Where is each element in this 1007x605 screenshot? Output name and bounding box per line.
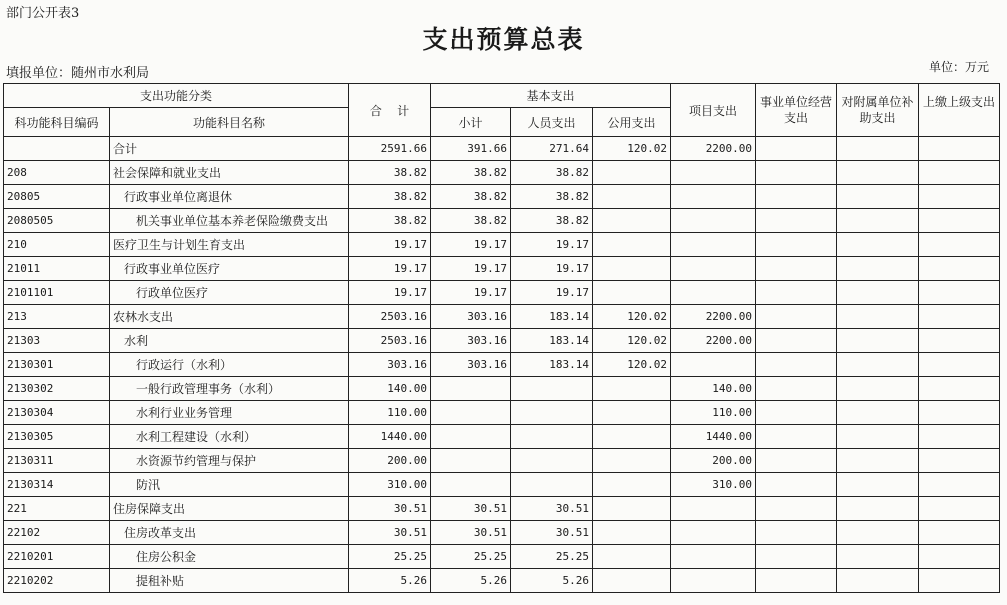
cell-upper	[919, 569, 1000, 593]
cell-public	[593, 233, 671, 257]
cell-public	[593, 569, 671, 593]
cell-name: 提租补贴	[110, 569, 349, 593]
cell-name: 行政运行（水利）	[110, 353, 349, 377]
table-row	[4, 425, 1000, 449]
cell-public	[593, 449, 671, 473]
cell-total: 38.82	[349, 185, 431, 209]
cell-name: 行政单位医疗	[110, 281, 349, 305]
cell-total: 25.25	[349, 545, 431, 569]
cell-subtotal: 303.16	[431, 353, 511, 377]
cell-project	[671, 209, 756, 233]
cell-subsidy	[837, 377, 919, 401]
cell-code: 2130304	[4, 401, 110, 425]
cell-code	[4, 137, 110, 161]
cell-subsidy	[837, 233, 919, 257]
cell-code: 2130311	[4, 449, 110, 473]
cell-project	[671, 281, 756, 305]
cell-personnel: 19.17	[511, 257, 593, 281]
cell-total: 2503.16	[349, 305, 431, 329]
cell-upper	[919, 473, 1000, 497]
cell-subtotal: 38.82	[431, 185, 511, 209]
cell-subtotal: 38.82	[431, 209, 511, 233]
cell-business	[756, 305, 837, 329]
cell-code: 208	[4, 161, 110, 185]
cell-name: 医疗卫生与计划生育支出	[110, 233, 349, 257]
table-row	[4, 281, 1000, 305]
cell-personnel: 38.82	[511, 161, 593, 185]
cell-upper	[919, 281, 1000, 305]
cell-upper	[919, 449, 1000, 473]
cell-name: 农林水支出	[110, 305, 349, 329]
cell-project	[671, 353, 756, 377]
budget-table	[3, 83, 1000, 593]
cell-subsidy	[837, 281, 919, 305]
cell-personnel: 183.14	[511, 353, 593, 377]
cell-upper	[919, 185, 1000, 209]
cell-public	[593, 185, 671, 209]
cell-code: 21011	[4, 257, 110, 281]
cell-subsidy	[837, 257, 919, 281]
cell-personnel	[511, 401, 593, 425]
cell-business	[756, 449, 837, 473]
cell-business	[756, 161, 837, 185]
cell-business	[756, 257, 837, 281]
cell-business	[756, 401, 837, 425]
cell-total: 310.00	[349, 473, 431, 497]
cell-business	[756, 281, 837, 305]
cell-business	[756, 137, 837, 161]
cell-personnel	[511, 473, 593, 497]
cell-upper	[919, 233, 1000, 257]
cell-code: 2130305	[4, 425, 110, 449]
cell-project	[671, 185, 756, 209]
cell-project	[671, 545, 756, 569]
cell-total: 30.51	[349, 497, 431, 521]
cell-subsidy	[837, 161, 919, 185]
cell-code: 22102	[4, 521, 110, 545]
header-upper: 上缴上级支出	[919, 84, 1000, 137]
table-row	[4, 209, 1000, 233]
cell-name: 一般行政管理事务（水利）	[110, 377, 349, 401]
cell-personnel: 30.51	[511, 497, 593, 521]
cell-public: 120.02	[593, 305, 671, 329]
cell-total: 19.17	[349, 257, 431, 281]
cell-project: 2200.00	[671, 137, 756, 161]
cell-business	[756, 521, 837, 545]
cell-name: 合计	[110, 137, 349, 161]
header-project: 项目支出	[671, 84, 756, 137]
cell-business	[756, 569, 837, 593]
table-row	[4, 233, 1000, 257]
cell-project: 200.00	[671, 449, 756, 473]
cell-subtotal: 303.16	[431, 305, 511, 329]
cell-public	[593, 545, 671, 569]
cell-subtotal: 19.17	[431, 257, 511, 281]
cell-total: 303.16	[349, 353, 431, 377]
cell-personnel	[511, 449, 593, 473]
cell-public	[593, 161, 671, 185]
cell-personnel: 19.17	[511, 233, 593, 257]
table-row	[4, 377, 1000, 401]
cell-name: 住房改革支出	[110, 521, 349, 545]
cell-total: 2591.66	[349, 137, 431, 161]
cell-total: 19.17	[349, 281, 431, 305]
cell-business	[756, 329, 837, 353]
cell-upper	[919, 353, 1000, 377]
cell-project	[671, 233, 756, 257]
cell-public: 120.02	[593, 329, 671, 353]
cell-code: 2210202	[4, 569, 110, 593]
cell-public	[593, 473, 671, 497]
table-row	[4, 161, 1000, 185]
cell-name: 水利工程建设（水利）	[110, 425, 349, 449]
header-name: 功能科目名称	[110, 108, 349, 137]
cell-subtotal: 19.17	[431, 233, 511, 257]
cell-subtotal	[431, 377, 511, 401]
header-basic: 基本支出	[431, 84, 671, 108]
cell-code: 21303	[4, 329, 110, 353]
table-row	[4, 569, 1000, 593]
header-total: 合 计	[349, 84, 431, 137]
table-row	[4, 137, 1000, 161]
table-row	[4, 305, 1000, 329]
cell-personnel: 25.25	[511, 545, 593, 569]
cell-code: 2101101	[4, 281, 110, 305]
cell-subsidy	[837, 353, 919, 377]
cell-business	[756, 473, 837, 497]
cell-public	[593, 401, 671, 425]
cell-personnel: 19.17	[511, 281, 593, 305]
cell-subsidy	[837, 137, 919, 161]
cell-project	[671, 497, 756, 521]
cell-code: 2130314	[4, 473, 110, 497]
cell-total: 30.51	[349, 521, 431, 545]
table-row	[4, 545, 1000, 569]
cell-public	[593, 209, 671, 233]
cell-subsidy	[837, 401, 919, 425]
header-subsidy: 对附属单位补助支出	[837, 84, 919, 137]
cell-project: 310.00	[671, 473, 756, 497]
cell-subsidy	[837, 521, 919, 545]
cell-subsidy	[837, 545, 919, 569]
cell-code: 221	[4, 497, 110, 521]
cell-subsidy	[837, 473, 919, 497]
cell-name: 水资源节约管理与保护	[110, 449, 349, 473]
cell-subtotal: 38.82	[431, 161, 511, 185]
cell-total: 140.00	[349, 377, 431, 401]
cell-name: 行政事业单位医疗	[110, 257, 349, 281]
cell-public: 120.02	[593, 353, 671, 377]
cell-subsidy	[837, 209, 919, 233]
currency-unit: 单位：万元	[928, 60, 989, 74]
cell-total: 1440.00	[349, 425, 431, 449]
cell-business	[756, 353, 837, 377]
cell-subtotal: 303.16	[431, 329, 511, 353]
cell-project	[671, 521, 756, 545]
cell-public	[593, 377, 671, 401]
cell-project	[671, 569, 756, 593]
cell-total: 200.00	[349, 449, 431, 473]
cell-business	[756, 209, 837, 233]
cell-upper	[919, 545, 1000, 569]
cell-code: 213	[4, 305, 110, 329]
header-personnel: 人员支出	[511, 108, 593, 137]
header-public: 公用支出	[593, 108, 671, 137]
cell-name: 机关事业单位基本养老保险缴费支出	[110, 209, 349, 233]
cell-total: 19.17	[349, 233, 431, 257]
cell-name: 社会保障和就业支出	[110, 161, 349, 185]
cell-code: 2210201	[4, 545, 110, 569]
cell-project: 2200.00	[671, 305, 756, 329]
cell-code: 210	[4, 233, 110, 257]
cell-subsidy	[837, 449, 919, 473]
cell-business	[756, 545, 837, 569]
cell-total: 2503.16	[349, 329, 431, 353]
page-title: 支出预算总表	[422, 25, 585, 54]
cell-upper	[919, 209, 1000, 233]
cell-personnel: 38.82	[511, 209, 593, 233]
cell-code: 2130302	[4, 377, 110, 401]
cell-project: 110.00	[671, 401, 756, 425]
header-code: 科功能科目编码	[4, 108, 110, 137]
cell-upper	[919, 425, 1000, 449]
cell-subsidy	[837, 329, 919, 353]
cell-personnel: 5.26	[511, 569, 593, 593]
cell-subtotal: 30.51	[431, 497, 511, 521]
cell-public	[593, 497, 671, 521]
cell-personnel: 183.14	[511, 305, 593, 329]
cell-upper	[919, 521, 1000, 545]
cell-personnel: 38.82	[511, 185, 593, 209]
cell-upper	[919, 401, 1000, 425]
cell-project: 140.00	[671, 377, 756, 401]
table-row	[4, 521, 1000, 545]
cell-project: 2200.00	[671, 329, 756, 353]
table-row	[4, 257, 1000, 281]
reporting-unit: 填报单位：随州市水利局	[6, 66, 150, 81]
cell-code: 20805	[4, 185, 110, 209]
cell-subsidy	[837, 497, 919, 521]
cell-project	[671, 257, 756, 281]
cell-name: 行政事业单位离退休	[110, 185, 349, 209]
cell-subtotal: 5.26	[431, 569, 511, 593]
cell-subtotal	[431, 401, 511, 425]
cell-personnel: 271.64	[511, 137, 593, 161]
cell-personnel	[511, 377, 593, 401]
cell-code: 2080505	[4, 209, 110, 233]
cell-personnel	[511, 425, 593, 449]
cell-code: 2130301	[4, 353, 110, 377]
cell-total: 110.00	[349, 401, 431, 425]
table-row	[4, 401, 1000, 425]
cell-total: 38.82	[349, 209, 431, 233]
table-row	[4, 449, 1000, 473]
cell-subtotal: 391.66	[431, 137, 511, 161]
cell-subsidy	[837, 305, 919, 329]
cell-upper	[919, 257, 1000, 281]
cell-upper	[919, 377, 1000, 401]
cell-name: 住房保障支出	[110, 497, 349, 521]
cell-public	[593, 521, 671, 545]
cell-subtotal	[431, 473, 511, 497]
cell-subsidy	[837, 185, 919, 209]
table-row	[4, 353, 1000, 377]
cell-business	[756, 377, 837, 401]
table-row	[4, 497, 1000, 521]
form-number: 部门公开表3	[6, 6, 80, 21]
cell-name: 水利	[110, 329, 349, 353]
cell-total: 5.26	[349, 569, 431, 593]
header-business: 事业单位经营支出	[756, 84, 837, 137]
cell-upper	[919, 305, 1000, 329]
cell-personnel: 183.14	[511, 329, 593, 353]
cell-name: 水利行业业务管理	[110, 401, 349, 425]
cell-business	[756, 185, 837, 209]
cell-public	[593, 281, 671, 305]
cell-name: 防汛	[110, 473, 349, 497]
table-row	[4, 329, 1000, 353]
cell-public	[593, 257, 671, 281]
cell-upper	[919, 329, 1000, 353]
cell-personnel: 30.51	[511, 521, 593, 545]
cell-subtotal: 19.17	[431, 281, 511, 305]
cell-name: 住房公积金	[110, 545, 349, 569]
table-row	[4, 185, 1000, 209]
header-func-class: 支出功能分类	[4, 84, 349, 108]
cell-subsidy	[837, 425, 919, 449]
cell-business	[756, 233, 837, 257]
cell-subtotal	[431, 449, 511, 473]
cell-project	[671, 161, 756, 185]
table-row	[4, 473, 1000, 497]
cell-subtotal	[431, 425, 511, 449]
cell-project: 1440.00	[671, 425, 756, 449]
cell-upper	[919, 137, 1000, 161]
cell-business	[756, 425, 837, 449]
header-subtotal: 小计	[431, 108, 511, 137]
cell-subtotal: 30.51	[431, 521, 511, 545]
cell-subsidy	[837, 569, 919, 593]
cell-subtotal: 25.25	[431, 545, 511, 569]
cell-public: 120.02	[593, 137, 671, 161]
cell-upper	[919, 497, 1000, 521]
cell-public	[593, 425, 671, 449]
cell-upper	[919, 161, 1000, 185]
cell-business	[756, 497, 837, 521]
cell-total: 38.82	[349, 161, 431, 185]
